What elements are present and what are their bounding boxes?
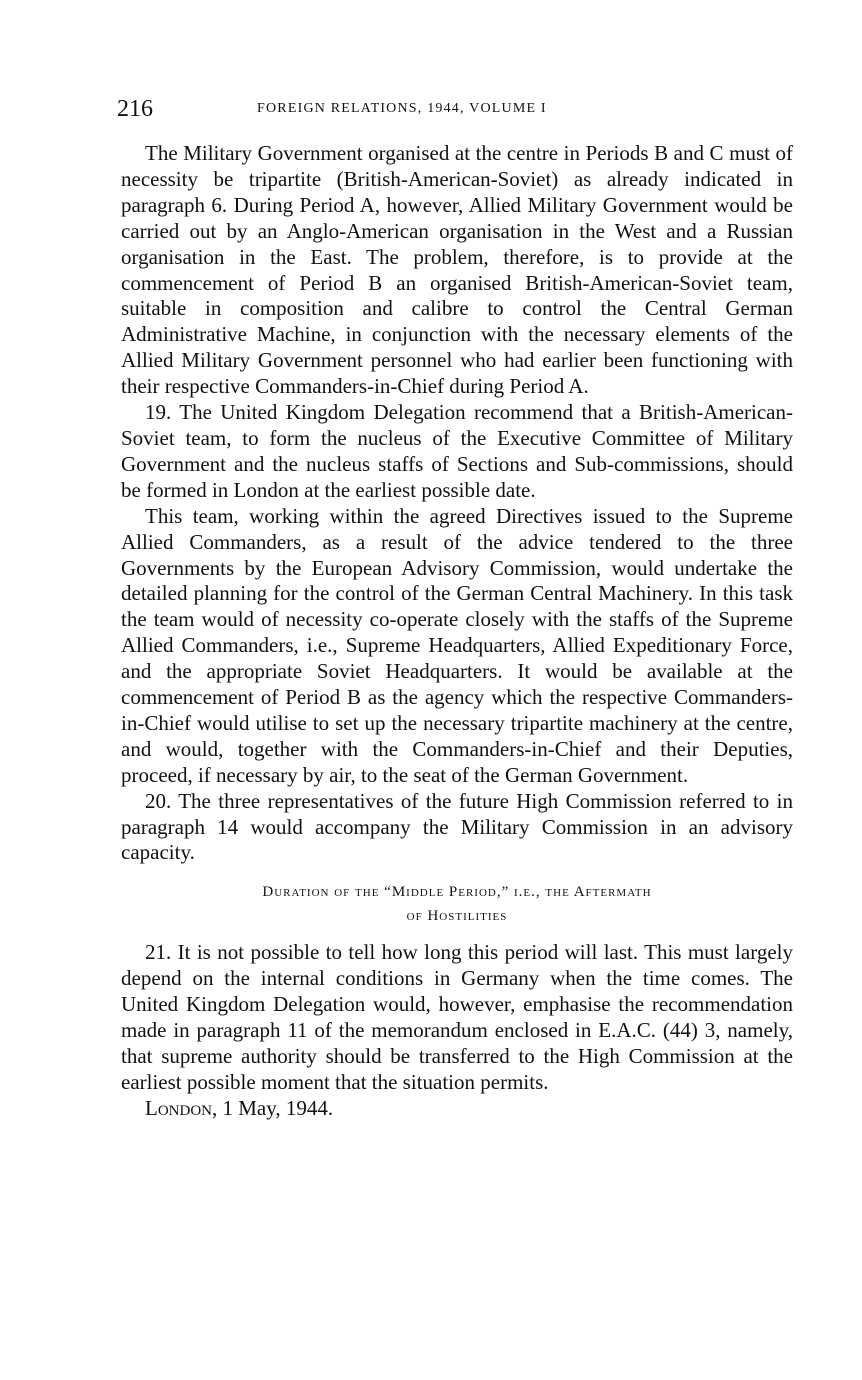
paragraph-21: 21. It is not possible to tell how long this period will last. This must largely depend on the internal conditions in Germany when the time comes. The United Kingdom Delegation would, however, emphasise the recommendation made in paragraph 11 of the memorandum enclosed in E.A.C. (44) 3, namely, that supreme authority should be transferred to the High Commission at the earliest possible moment that the situation permits. <box>121 940 793 1094</box>
signoff <box>121 1096 793 1122</box>
paragraph-team: This team, working within the agreed Directives issued to the Supreme Allied Commanders, as a result of the advice tendered to the three Governments by the European Advisory Commission, would undertake the detailed planning for the control of the German Central Machinery. In this task the team would of necessity co-operate closely with the staffs of the Supreme Allied Commanders, i.e., Supreme Headquarters, Allied Expeditionary Force, and the appropriate Soviet Headquarters. It would be available at the commencement of Period B as the agency which the respective Commanders-in-Chief would utilise to set up the necessary tripartite machinery at the centre, and would, together with the Commanders-in-Chief and their Deputies, proceed, if necessary by air, to the seat of the German Government. <box>121 503 793 787</box>
paragraph-20: 20. The three representatives of the future High Commission referred to in paragraph 14 would accompany the Military Commission in an advisory capacity. <box>121 788 793 865</box>
section-heading <box>121 880 793 928</box>
section-heading-line-1: Duration of the “Middle Period,” i.e., the Aftermath <box>262 884 652 901</box>
paragraph-period-b-c: The Military Government organised at the centre in Periods B and C must of necessity be tripartite (British-American-Soviet) as already indicated in paragraph 6. During Period A, however, Allied Military Government would be carried out by an Anglo-American organisation in the West and a Russian organisation in the East. The problem, therefore, is to provide at the commencement of Period B an organised British-American-Soviet team, suitable in composition and calibre to control the Central German Administrative Machine, in conjunction with the necessary elements of the Allied Military Government personnel who had earlier been functioning with their respective Commanders-in-Chief during Period A. <box>121 141 793 399</box>
body-text <box>121 141 793 1122</box>
signoff-place: London <box>145 1095 212 1120</box>
running-head: FOREIGN RELATIONS, 1944, VOLUME I <box>257 101 547 116</box>
page-header <box>117 92 797 126</box>
page-number: 216 <box>117 96 153 122</box>
section-heading-line-2: of Hostilities <box>406 908 508 925</box>
paragraph-19: 19. The United Kingdom Delegation recommend that a British-American-Soviet team, to form the nucleus of the Executive Committee of Military Government and the nucleus staffs of Sections and Sub-commissions, should be formed in London at the earliest possible date. <box>121 400 793 502</box>
signoff-date: , 1 May, 1944. <box>212 1095 334 1120</box>
